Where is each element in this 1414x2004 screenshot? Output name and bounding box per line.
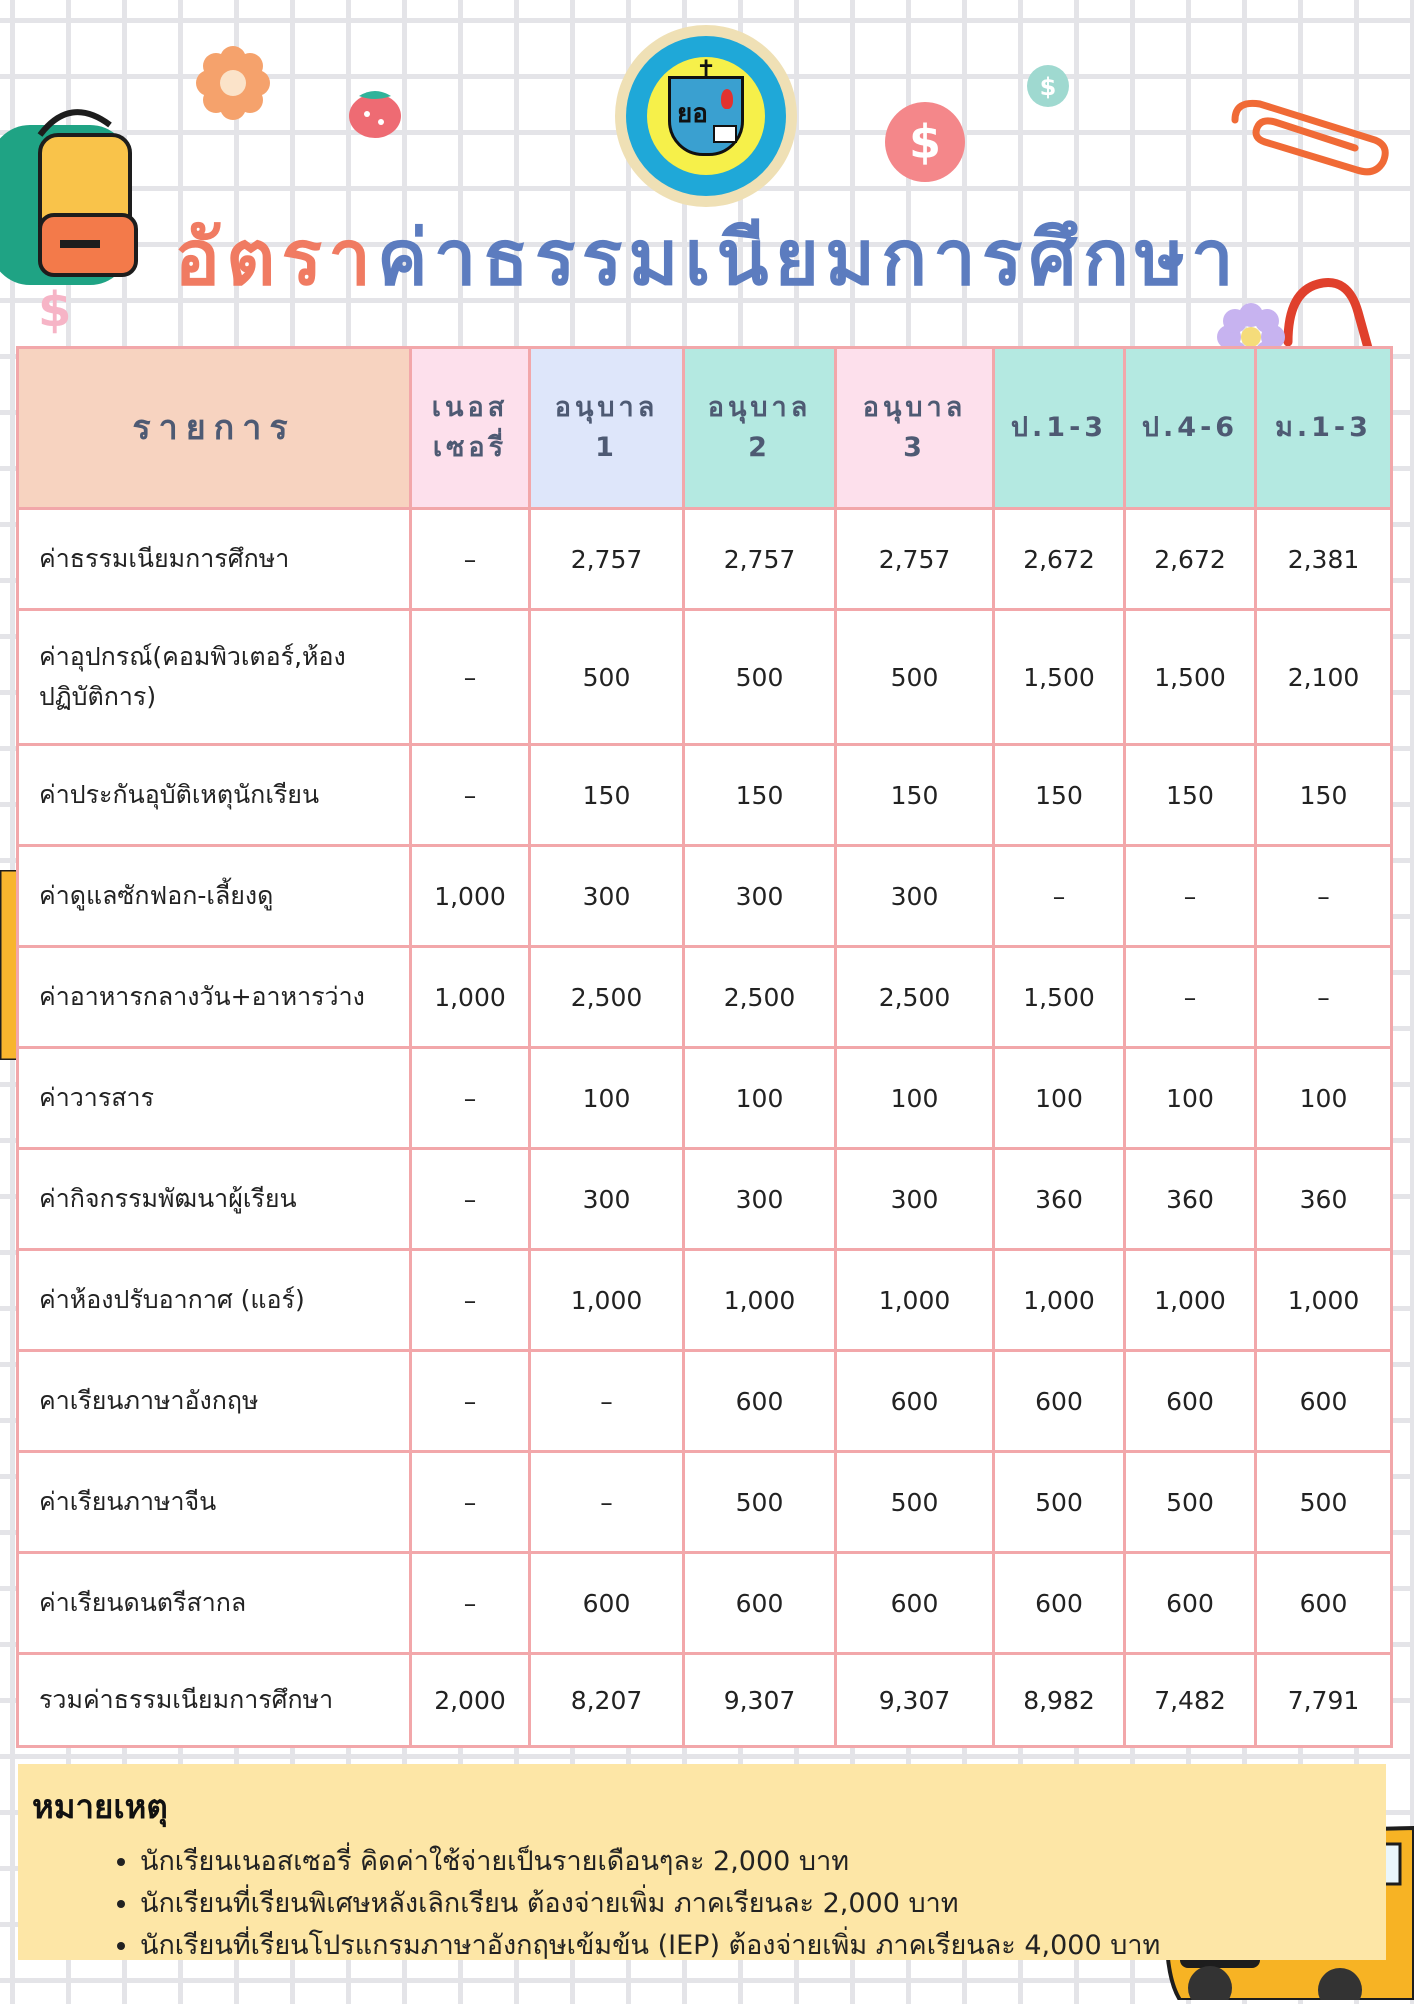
header-kindergarten-1: อนุบาล 1 bbox=[530, 348, 684, 509]
dollar-coin-icon bbox=[883, 100, 967, 188]
fee-cell: 150 bbox=[530, 745, 684, 846]
fee-cell: 500 bbox=[836, 610, 994, 745]
fee-table bbox=[16, 346, 1393, 1748]
fee-cell: – bbox=[530, 1452, 684, 1553]
fee-cell: 2,757 bbox=[530, 509, 684, 610]
fee-cell: 150 bbox=[1125, 745, 1256, 846]
table-row bbox=[18, 509, 1392, 610]
fee-cell: 2,757 bbox=[684, 509, 836, 610]
fee-cell: – bbox=[1125, 846, 1256, 947]
fee-cell: – bbox=[411, 610, 530, 745]
header-kindergarten-3: อนุบาล 3 bbox=[836, 348, 994, 509]
fee-cell: – bbox=[1256, 846, 1392, 947]
fee-cell: 150 bbox=[684, 745, 836, 846]
fee-cell: 100 bbox=[994, 1048, 1125, 1149]
fee-cell: 7,482 bbox=[1125, 1654, 1256, 1747]
school-logo bbox=[615, 25, 797, 207]
fee-cell: 1,000 bbox=[684, 1250, 836, 1351]
svg-text:$: $ bbox=[1039, 73, 1057, 101]
strawberry-icon bbox=[345, 82, 405, 146]
table-row bbox=[18, 745, 1392, 846]
fee-cell: – bbox=[411, 1149, 530, 1250]
fee-cell: 600 bbox=[1256, 1553, 1392, 1654]
paperclip-icon bbox=[1225, 90, 1395, 194]
table-row bbox=[18, 947, 1392, 1048]
table-row bbox=[18, 1048, 1392, 1149]
dollar-sign-icon: $ bbox=[38, 282, 72, 338]
fee-cell: 2,000 bbox=[411, 1654, 530, 1747]
fee-cell: 2,672 bbox=[1125, 509, 1256, 610]
fee-cell: 9,307 bbox=[684, 1654, 836, 1747]
fee-cell: 600 bbox=[1256, 1351, 1392, 1452]
fee-cell: 100 bbox=[1256, 1048, 1392, 1149]
table-row bbox=[18, 1452, 1392, 1553]
row-label: ค่าอุปกรณ์(คอมพิวเตอร์,ห้อง ปฏิบัติการ) bbox=[18, 610, 411, 745]
fee-cell: – bbox=[1125, 947, 1256, 1048]
fee-cell: 500 bbox=[684, 1452, 836, 1553]
fee-cell: 2,500 bbox=[836, 947, 994, 1048]
header-secondary-1-3: ม.1-3 bbox=[1256, 348, 1392, 509]
title-part-rate: อัตรา bbox=[174, 213, 377, 302]
fee-cell: 8,982 bbox=[994, 1654, 1125, 1747]
fee-cell: 300 bbox=[836, 846, 994, 947]
fee-cell: 500 bbox=[836, 1452, 994, 1553]
row-label: ค่าวารสาร bbox=[18, 1048, 411, 1149]
total-row bbox=[18, 1654, 1392, 1747]
fee-cell: 100 bbox=[1125, 1048, 1256, 1149]
fee-cell: – bbox=[411, 1553, 530, 1654]
row-label: ค่าประกันอุบัติเหตุนักเรียน bbox=[18, 745, 411, 846]
fee-cell: 300 bbox=[530, 1149, 684, 1250]
row-label: ค่าเรียนภาษาจีน bbox=[18, 1452, 411, 1553]
row-label: คาเรียนภาษาอังกฤษ bbox=[18, 1351, 411, 1452]
fee-cell: 500 bbox=[1125, 1452, 1256, 1553]
fee-cell: 2,500 bbox=[530, 947, 684, 1048]
fee-cell: 600 bbox=[836, 1553, 994, 1654]
fee-cell: 1,000 bbox=[411, 846, 530, 947]
flame-icon bbox=[721, 89, 733, 109]
fee-cell: 1,000 bbox=[530, 1250, 684, 1351]
logo-letters: ยอ bbox=[677, 99, 708, 129]
fee-cell: 1,500 bbox=[994, 947, 1125, 1048]
table-row bbox=[18, 1149, 1392, 1250]
fee-cell: 500 bbox=[684, 610, 836, 745]
fee-table-body bbox=[18, 509, 1392, 1747]
fee-cell: 300 bbox=[684, 846, 836, 947]
fee-cell: 500 bbox=[1256, 1452, 1392, 1553]
notes-box bbox=[18, 1764, 1386, 1960]
fee-cell: 100 bbox=[836, 1048, 994, 1149]
fee-cell: 600 bbox=[530, 1553, 684, 1654]
notes-title: หมายเหตุ bbox=[32, 1787, 168, 1826]
fee-cell: – bbox=[411, 745, 530, 846]
book-icon bbox=[713, 125, 737, 143]
fee-cell: 150 bbox=[836, 745, 994, 846]
fee-cell: – bbox=[994, 846, 1125, 947]
fee-cell: 8,207 bbox=[530, 1654, 684, 1747]
fee-cell: 100 bbox=[684, 1048, 836, 1149]
table-row bbox=[18, 1553, 1392, 1654]
header-kindergarten-2: อนุบาล 2 bbox=[684, 348, 836, 509]
fee-cell: 600 bbox=[684, 1553, 836, 1654]
fee-cell: – bbox=[1256, 947, 1392, 1048]
fee-cell: – bbox=[411, 1351, 530, 1452]
fee-cell: 1,500 bbox=[1125, 610, 1256, 745]
note-item: • นักเรียนเนอสเซอรี่ คิดค่าใช้จ่ายเป็นรายเดือนๆละ 2,000 บาท bbox=[140, 1841, 1372, 1883]
fee-cell: 2,381 bbox=[1256, 509, 1392, 610]
fee-cell: 2,757 bbox=[836, 509, 994, 610]
fee-cell: – bbox=[411, 1452, 530, 1553]
fee-cell: 600 bbox=[1125, 1351, 1256, 1452]
fee-cell: 1,500 bbox=[994, 610, 1125, 745]
row-label: ค่าเรียนดนตรีสากล bbox=[18, 1553, 411, 1654]
fee-cell: 100 bbox=[530, 1048, 684, 1149]
row-label: ค่ากิจกรรมพัฒนาผู้เรียน bbox=[18, 1149, 411, 1250]
header-item: รายการ bbox=[18, 348, 411, 509]
fee-cell: 150 bbox=[994, 745, 1125, 846]
note-item: • นักเรียนที่เรียนโปรแกรมภาษาอังกฤษเข้มข้น (IEP) ต้องจ่ายเพิ่ม ภาคเรียนละ 4,000 บาท bbox=[140, 1925, 1372, 1967]
row-label: ค่าธรรมเนียมการศึกษา bbox=[18, 509, 411, 610]
fee-cell: 1,000 bbox=[411, 947, 530, 1048]
notes-list bbox=[32, 1841, 1372, 1967]
row-label: ค่าอาหารกลางวัน+อาหารว่าง bbox=[18, 947, 411, 1048]
fee-cell: 9,307 bbox=[836, 1654, 994, 1747]
row-label: ค่าดูแลซักฟอก-เลี้ยงดู bbox=[18, 846, 411, 947]
fee-cell: 600 bbox=[836, 1351, 994, 1452]
row-label: ค่าห้องปรับอากาศ (แอร์) bbox=[18, 1250, 411, 1351]
fee-cell: 2,500 bbox=[684, 947, 836, 1048]
dollar-coin-icon bbox=[1025, 63, 1071, 113]
page-title bbox=[0, 213, 1414, 302]
header-row bbox=[18, 348, 1392, 509]
fee-cell: – bbox=[411, 1048, 530, 1149]
note-item: • นักเรียนที่เรียนพิเศษหลังเลิกเรียน ต้องจ่ายเพิ่ม ภาคเรียนละ 2,000 บาท bbox=[140, 1883, 1372, 1925]
fee-cell: 600 bbox=[684, 1351, 836, 1452]
fee-cell: – bbox=[411, 509, 530, 610]
fee-cell: 300 bbox=[836, 1149, 994, 1250]
header-primary-1-3: ป.1-3 bbox=[994, 348, 1125, 509]
fee-cell: 360 bbox=[994, 1149, 1125, 1250]
fee-cell: 300 bbox=[684, 1149, 836, 1250]
fee-cell: 500 bbox=[530, 610, 684, 745]
fee-cell: 600 bbox=[994, 1553, 1125, 1654]
table-row bbox=[18, 846, 1392, 947]
svg-text:$: $ bbox=[908, 115, 942, 169]
cross-icon: ✝ bbox=[695, 55, 717, 83]
fee-cell: 600 bbox=[994, 1351, 1125, 1452]
table-row bbox=[18, 1250, 1392, 1351]
table-row bbox=[18, 610, 1392, 745]
fee-cell: 360 bbox=[1256, 1149, 1392, 1250]
fee-cell: 1,000 bbox=[1125, 1250, 1256, 1351]
fee-cell: 300 bbox=[530, 846, 684, 947]
fee-cell: – bbox=[530, 1351, 684, 1452]
fee-cell: 1,000 bbox=[836, 1250, 994, 1351]
row-label: รวมค่าธรรมเนียมการศึกษา bbox=[18, 1654, 411, 1747]
fee-cell: 2,100 bbox=[1256, 610, 1392, 745]
fee-cell: 600 bbox=[1125, 1553, 1256, 1654]
fee-cell: – bbox=[411, 1250, 530, 1351]
title-part-fees: ค่าธรรมเนียมการศึกษา bbox=[376, 213, 1240, 302]
fee-cell: 150 bbox=[1256, 745, 1392, 846]
header-nursery: เนอส เซอรี่ bbox=[411, 348, 530, 509]
fee-cell: 500 bbox=[994, 1452, 1125, 1553]
table-row bbox=[18, 1351, 1392, 1452]
fee-cell: 360 bbox=[1125, 1149, 1256, 1250]
fee-cell: 1,000 bbox=[994, 1250, 1125, 1351]
fee-cell: 7,791 bbox=[1256, 1654, 1392, 1747]
fee-cell: 1,000 bbox=[1256, 1250, 1392, 1351]
fee-cell: 2,672 bbox=[994, 509, 1125, 610]
header-primary-4-6: ป.4-6 bbox=[1125, 348, 1256, 509]
flower-icon bbox=[195, 45, 271, 125]
